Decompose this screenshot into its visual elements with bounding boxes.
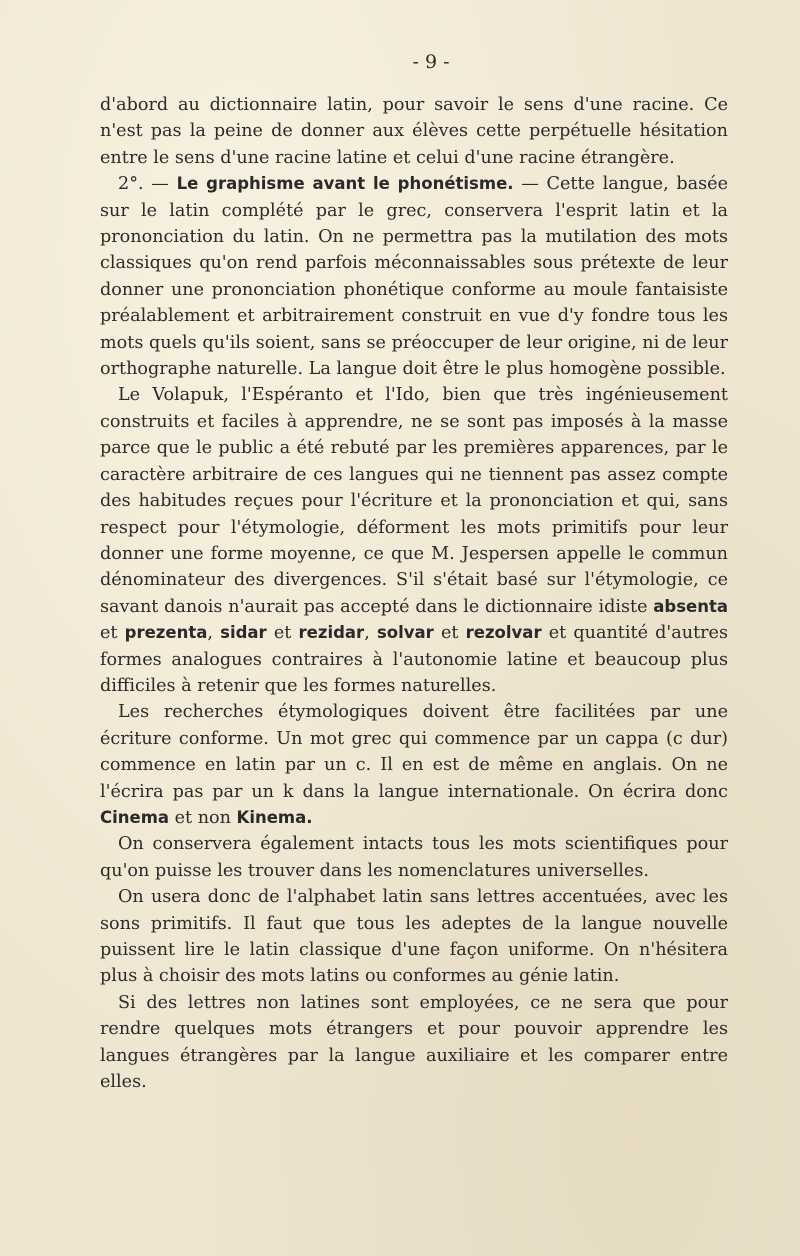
document-page xyxy=(100,48,728,1228)
paragraph-3 xyxy=(100,382,728,699)
body-text xyxy=(100,92,728,1095)
bold-term: prezenta xyxy=(124,623,208,643)
text-run: On conservera également intacts tous les mots scientifiques pour qu'on puisse les trouver dans les nomenclatures universelles. xyxy=(100,834,728,881)
text-run: On usera donc de l'alphabet latin sans lettres accentuées, avec les sons primitifs. Il faut que tous les adeptes de la langue nouvelle puissent lire le latin classique d'une façon uniforme. On n'hésitera plus à choisir des mots latins ou conformes au génie latin. xyxy=(100,887,728,987)
bold-term: Kinema. xyxy=(236,807,313,827)
text-run: d'abord au dictionnaire latin, pour savoir le sens d'une racine. Ce n'est pas la peine de donner aux élèves cette perpétuelle hésitation entre le sens d'une racine latine et celui d'une racine étrangère. xyxy=(100,95,728,168)
paragraph-6 xyxy=(100,884,728,990)
text-run: et xyxy=(266,623,299,644)
text-run: et non xyxy=(169,807,237,828)
text-run: Le Volapuk, l'Espéranto et l'Ido, bien que très ingénieusement construits et faciles à apprendre, ne se sont pas imposés à la masse parce que le public a été rebuté par les premières apparences, par le caractère arbitraire de ces langues qui ne tiennent pas assez compte des habitudes reçues pour l'écriture et la prononciation et qui, sans respect pour l'étymologie, déforment les mots primitifs pour leur donner une forme moyenne, ce que M. Jespersen appelle le commun dénominateur des divergences. S'il s'était basé sur l'étymologie, ce savant danois n'aurait pas accepté dans le dictionnaire idiste xyxy=(100,385,728,617)
paragraph-1 xyxy=(100,92,728,171)
text-run: Si des lettres non latines sont employées, ce ne sera que pour rendre quelques mots étrangers et pour pouvoir apprendre les langues étrangères par la langue auxiliaire et les comparer entre elles. xyxy=(100,992,728,1093)
page-number: - 9 - xyxy=(412,51,450,73)
text-run: et quantité d'autres formes analogues contraires à l'autonomie latine et beaucoup plus difficiles à retenir que les formes naturelles. xyxy=(100,623,728,696)
text-run: et xyxy=(433,623,466,644)
text-run: — Cette langue, basée sur le latin complété par le grec, conservera l'esprit latin et la prononciation du latin. On ne permettra pas la mutilation des mots classiques qu'on rend parfois méconnaissables sous prétexte de leur donner une prononciation phonétique conforme au moule fantaisiste préalablement et arbitrairement construit en vue d'y fondre tous les mots quels qu'ils soient, sans se préoccuper de leur origine, ni de leur orthographe naturelle. La langue doit être le plus homogène possible. xyxy=(100,174,728,380)
text-run: Les recherches étymologiques doivent être facilitées par une écriture conforme. Un mot grec qui commence par un cappa (c dur) commence en latin par un c. Il en est de même en anglais. On ne l'écrira pas par un k dans la langue internationale. On écrira donc xyxy=(100,702,728,802)
bold-term: Cinema xyxy=(100,807,170,827)
paragraph-2 xyxy=(100,171,728,382)
bold-term: rezolvar xyxy=(465,623,542,643)
bold-term: rezidar xyxy=(298,623,365,643)
bold-term: solvar xyxy=(376,623,434,643)
text-run: 2°. — xyxy=(118,174,177,195)
paragraph-7 xyxy=(100,990,728,1096)
text-run: et xyxy=(100,623,125,644)
bold-term: sidar xyxy=(220,623,267,643)
bold-term: absenta xyxy=(653,596,728,616)
paragraph-4 xyxy=(100,699,728,831)
text-run: , xyxy=(364,623,377,644)
paragraph-5 xyxy=(100,831,728,884)
text-run: , xyxy=(207,623,221,644)
bold-term: Le graphisme avant le phonétisme. xyxy=(176,174,514,194)
